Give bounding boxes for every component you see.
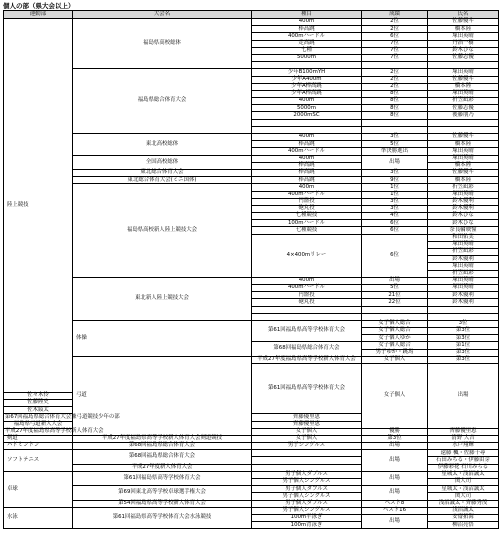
result-cell: 7位 [362,47,428,54]
table-row [4,320,499,327]
table-row [4,356,499,363]
result-cell: 第3位 [428,356,499,363]
event-cell [252,313,362,320]
name-cell: 橋本陸 [428,141,499,148]
name-cell: 鈴木ひな [428,220,499,227]
result-cell: ベスト8 [362,500,428,507]
result-cell: ベスト16 [362,507,428,514]
table-row [4,277,499,284]
name-cell: 鈴木優利 [428,256,499,263]
name-cell: 伊藤彩花 石川みちる [428,464,499,471]
name-cell: 橋本陸 [428,26,499,33]
name-cell: 折笠凪彩 [428,98,499,105]
name-cell: 塚田英晴 [428,90,499,97]
result-cell: 8位 [362,98,428,105]
event-cell: 女子個人 [252,428,362,435]
competition-cell: 東北総合体育大会 [73,169,252,176]
event-cell: 400m [252,277,362,284]
name-cell: 佐藤優斗 [428,169,499,176]
name-cell: 齊藤優里恵 [252,421,362,428]
name-cell: 水戸翔輝 [428,443,499,450]
table-row [4,184,499,191]
table-row [4,500,499,507]
competition-cell: 東北総合体育大会(ミニ国体) [73,177,252,184]
club-cell: ソフトテニス [4,450,73,472]
name-cell [428,62,499,69]
competition-cell: 福島県総合体育大会 [73,69,252,134]
name-cell: 塚田英晴 [428,241,499,248]
event-cell: 400mハードル [252,148,362,155]
result-cell: 第3位 [428,335,499,342]
name-cell: 齊藤優里恵 [428,428,499,435]
event-cell: 女子個人総合 [362,320,428,327]
result-cell: 出場 [362,486,428,500]
table-row [4,69,499,76]
result-cell [362,119,428,126]
competition-cell: 第67回福島県総合体育大会兼弓道競技少年の部 [5,413,120,420]
name-cell: 塚田英晴 [428,148,499,155]
result-cell: 3位 [362,198,428,205]
event-cell: 男子個人シングルス [252,507,362,514]
result-cell: 出場 [362,450,428,472]
result-cell: 2位 [362,83,428,90]
results-body [4,19,499,529]
result-cell: 5位 [362,141,428,148]
name-cell: 後藤朋乃 [428,112,499,119]
event-cell: 女子個人 [362,364,428,429]
competition-cell: 東北新人陸上競技大会 [73,277,252,320]
result-cell: 6位 [362,227,428,234]
name-cell: 浅沼誠太・齊藤秀茂 [428,500,499,507]
name-cell: 佐々木伶 [4,392,73,399]
name-cell [428,306,499,313]
club-cell: 卓球 [4,471,73,507]
results-table [3,10,499,529]
name-cell: 折笠凪彩 [428,270,499,277]
event-cell: 男子個人シングルス [252,479,362,486]
event-cell [252,457,362,464]
event-cell: 400mハードル [252,33,362,40]
event-cell: 4×400mリレー [252,234,362,277]
competition-cell: 第68回福島県総合体育大会 [73,443,252,450]
name-cell: 佐藤志優 [428,54,499,61]
event-cell [252,306,362,313]
name-cell: 佐藤志優 [428,105,499,112]
name-cell: 星城太・浅沼誠太 [428,471,499,478]
name-cell: 橋本陸 [428,177,499,184]
name-cell: 丹治一樹 [428,40,499,47]
result-cell: 出場 [428,364,499,429]
name-cell: 塚田英晴 [428,69,499,76]
event-cell: 男子個人ダブルス [252,500,362,507]
result-cell: 出場 [362,277,428,284]
club-cell: バドミントン [4,443,73,450]
result-cell: 6位 [362,220,428,227]
club-cell: 水泳 [4,507,73,529]
competition-cell: 第61回福島県高等学校体育大会 [73,471,252,485]
result-cell: 出場 [362,155,428,169]
result-cell: 第1位 [428,342,499,349]
event-cell: 棒高跳 [252,169,362,176]
name-cell: 浅沼誠太 [428,507,499,514]
name-cell: 塚田英晴 [428,33,499,40]
competition-cell: 平成27年度福島県高等学校新人体育大会 [252,356,362,363]
header-name: 氏名 [428,11,499,19]
table-row [4,507,499,514]
result-cell: 21位 [362,292,428,299]
result-cell: 6位 [362,234,428,277]
result-cell: 9位 [362,177,428,184]
table-row [4,443,499,450]
table-row [4,134,499,141]
event-cell: 七種 [252,47,362,54]
name-cell: 遠藤 楓・佐藤千尋 [428,450,499,457]
result-cell: 8位 [362,90,428,97]
competition-cell: 第54回福島県高等学校新人体育大会 [73,500,252,507]
event-cell: 400m [252,98,362,105]
event-cell: 少年A棒高跳 [252,90,362,97]
competition-cell: 第69回東北高等学校卓球選手権大会 [73,486,252,500]
name-cell: 橋本陸 [428,162,499,169]
table-row [4,19,499,26]
name-cell: 石田みちる・伊藤由芽 [428,457,499,464]
event-cell: 400mハードル [252,191,362,198]
name-cell: 塚田英晴 [428,277,499,284]
competition-cell: 平成27年度新人体育大会 [73,464,252,471]
header-event: 種目 [252,11,362,19]
table-row [4,435,499,442]
name-cell: 鈴木優利 [428,205,499,212]
event-cell: 100m平泳ぎ [252,514,362,521]
event-cell: 400m [252,134,362,141]
header-club: 運動部 [4,11,73,19]
table-row [4,471,499,478]
competition-cell: 平成27年度福島県高等学校新人体育大会 [5,428,104,435]
event-cell: 走高跳 [252,40,362,47]
result-cell: 3位 [362,134,428,141]
name-cell: 清野 大吉 [428,435,499,442]
event-cell: 少年A棒高跳 [252,83,362,90]
event-cell: 400m [252,19,362,26]
club-cell: 陸上競技 [4,19,73,393]
table-row [4,450,499,457]
result-cell: 2位 [362,69,428,76]
name-cell: 鈴木ひな [428,47,499,54]
table-row [4,155,499,162]
event-cell: 棒高跳 [252,26,362,33]
header-row [4,11,499,19]
header-result: 成績 [362,11,428,19]
event-cell: 砲丸投 [252,299,362,306]
name-cell: 佐藤陸史 [4,399,73,406]
result-cell [362,62,428,69]
name-cell: 鈴木優利 [428,299,499,306]
result-cell: 2位 [362,26,428,33]
name-cell [428,119,499,126]
event-cell: 少年B100mYH [252,69,362,76]
name-cell: 星城太・浅沼誠太 [428,486,499,493]
event-cell: 女子個人 [362,356,428,363]
event-cell: 女子個人総合 [362,342,428,349]
event-cell: 七種競技 [252,213,362,220]
result-cell: 2位 [362,76,428,83]
result-cell: 出場 [362,514,428,528]
result-cell: 第3位 [362,435,428,442]
event-cell: 七種競技 [252,227,362,234]
result-cell: 第3位 [428,349,499,356]
name-cell: 佐藤優斗 [428,134,499,141]
event-cell: 400m [252,155,362,162]
event-cell: 砲丸投 [252,205,362,212]
header-competition: 大会名 [73,11,252,19]
name-cell: 塚田英晴 [428,263,499,270]
name-cell: 鈴木ひな [428,213,499,220]
club-cell: 弓道 [73,356,252,435]
result-cell: 出場 [362,443,428,450]
event-cell: 棒高跳 [252,177,362,184]
competition-cell: 福島県高校新人陸上競技大会 [73,184,252,277]
event-cell: 棒高跳 [252,162,362,169]
result-cell: 5位 [362,284,428,291]
competition-cell: 福島県高校総体 [73,19,252,69]
competition-cell: 第61回福島県高等学校体育大会 [252,320,362,342]
competition-cell: 全国高校総体 [73,155,252,169]
result-cell: 6位 [362,33,428,40]
event-cell: 男子ゆか・跳馬 [362,349,428,356]
event-cell: 男子個人ダブルス [252,471,362,478]
event-cell: 男子個人シングルス [252,493,362,500]
result-cell: 7位 [362,54,428,61]
name-cell: 橋本陸 [428,83,499,90]
event-cell: 100mハードル [252,220,362,227]
name-cell: 折笠凪彩 [428,249,499,256]
table-row [4,169,499,176]
result-cell: 4位 [362,213,428,220]
name-cell: 塚田英晴 [428,284,499,291]
name-cell: 佐藤優斗 [428,76,499,83]
event-cell [252,119,362,126]
event-cell: 400m [252,184,362,191]
result-cell: 3位 [362,169,428,176]
result-cell: 8位 [362,112,428,119]
event-cell: 2000mSC [252,112,362,119]
name-cell: 鈴木優利 [428,198,499,205]
name-cell: 関大司 [428,479,499,486]
event-cell: 5000m [252,54,362,61]
event-cell: 100m背泳ぎ [252,522,362,529]
event-cell: 男子個人ダブルス [252,486,362,493]
result-cell: 出場 [362,471,428,485]
competition-cell: 東北高校総体 [73,134,252,156]
result-cell: 1位 [362,184,428,191]
name-cell: 塚田英晴 [428,191,499,198]
result-cell [362,306,428,313]
club-cell: 体操 [73,320,252,356]
name-cell: 関大司 [428,493,499,500]
result-cell: 第3位 [428,328,499,335]
name-cell: 安齋拓海 [428,514,499,521]
competition-cell: 第61回福島県高等学校体育大会 [252,364,362,414]
name-cell: 柳沼亮悟 [428,522,499,529]
name-cell: 佐木綾太 [4,407,73,414]
result-cell: 2位 [362,19,428,26]
event-cell: 女子個人 [252,435,362,442]
page-heading: 個人の部（県大会以上） [3,2,75,10]
event-cell: 女子個人総合 [362,328,428,335]
event-cell: 少年A400m [252,76,362,83]
result-cell: 準決勝進出 [362,148,428,155]
event-cell [252,62,362,69]
result-cell: 7位 [362,40,428,47]
result-cell: 3位 [362,205,428,212]
competition-cell: 第68回福島県総合体育大会 [252,342,362,356]
name-cell: 鈴木優利 [428,292,499,299]
event-cell: 円盤投 [252,198,362,205]
competition-cell: 第61回福島県高等学校体育大会水泳競技 [73,507,252,529]
competition-cell: 平成27年度福島県高等学校新人体育大会剣道競技 [73,435,252,442]
table-row [4,486,499,493]
event-cell [252,450,362,457]
name-cell: 和田佑実 [428,234,499,241]
name-cell: 折笠凪彩 [428,184,499,191]
club-cell: 剣道 [4,435,73,442]
table-row [4,177,499,184]
name-cell: 佐藤優斗 [428,19,499,26]
competition-cell: 第68回福島県総合体育大会 [73,450,252,464]
result-cell: 優勝 [362,428,428,435]
event-cell: 400mハードル [252,284,362,291]
result-cell: 22位 [362,299,428,306]
result-cell: 3位 [428,320,499,327]
name-cell: 齊藤優里恵 [252,414,362,421]
event-cell: 女子個人ゆか [362,335,428,342]
competition-cell: 福島県弓道新人大会 [4,421,73,428]
event-cell: 棒高跳 [252,141,362,148]
name-cell: 奈良輪映憧 [428,227,499,234]
result-cell: 8位 [362,105,428,112]
event-cell: 5000m [252,105,362,112]
result-cell: 1位 [362,191,428,198]
event-cell: 男子シングルス [252,443,362,450]
name-cell: 塚田英晴 [428,155,499,162]
event-cell: 円盤投 [252,292,362,299]
